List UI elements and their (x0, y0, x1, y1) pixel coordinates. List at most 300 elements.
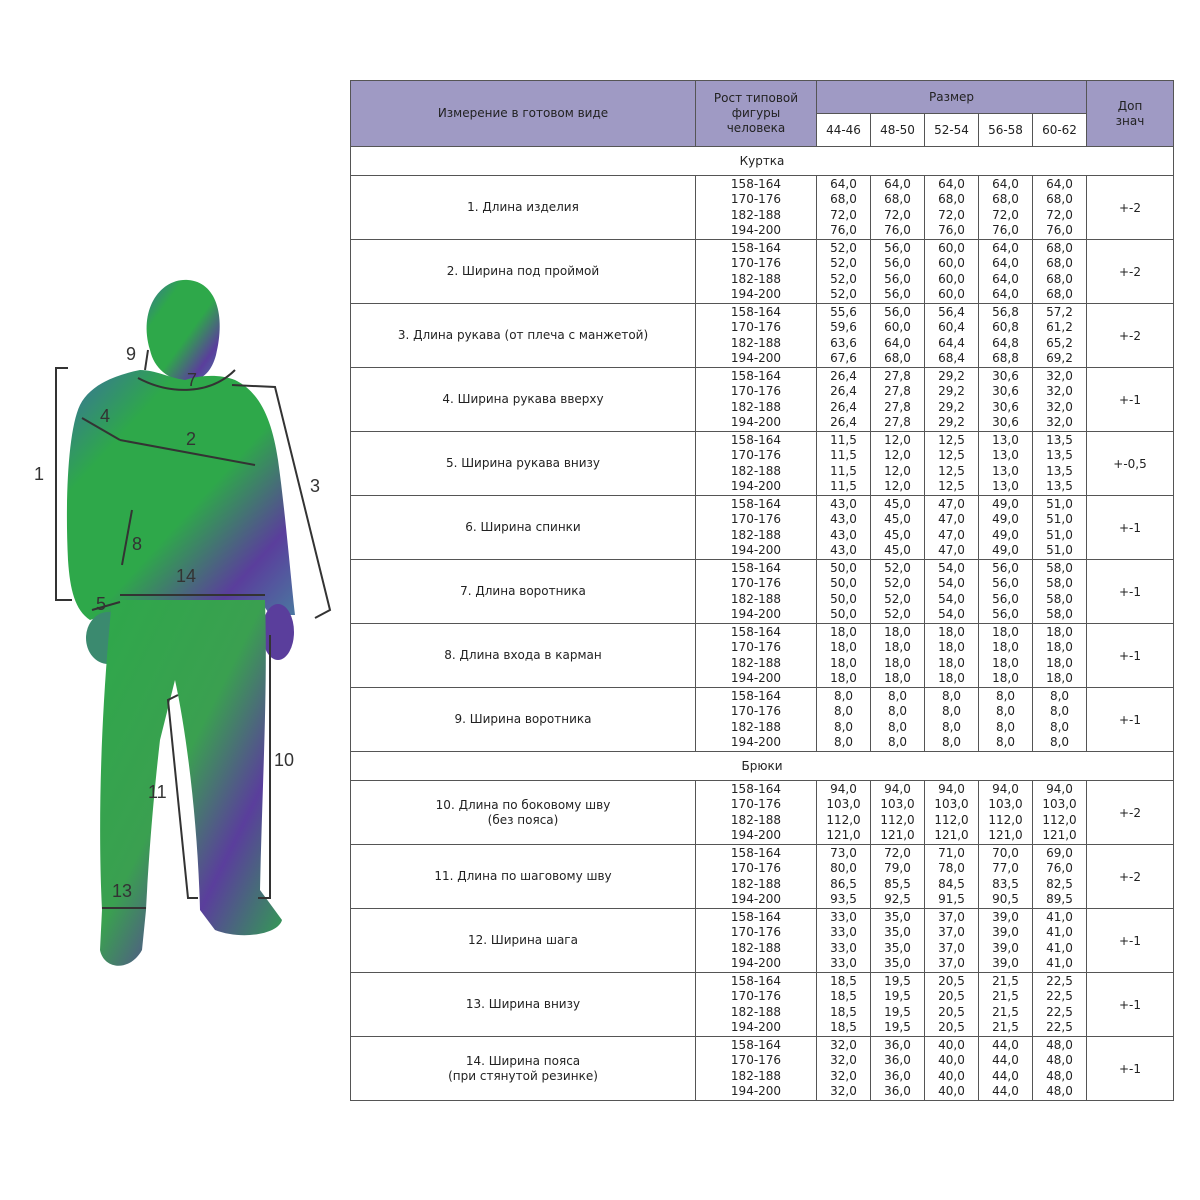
size-value: 85,5 (884, 876, 911, 891)
size-value: 8,0 (941, 689, 962, 704)
size-value: 72,0 (884, 207, 911, 222)
size-value: 60,0 (938, 271, 965, 286)
size-value: 84,5 (938, 876, 965, 891)
size-value-cell (817, 176, 871, 240)
size-value: 72,0 (938, 207, 965, 222)
size-value: 60,4 (938, 320, 965, 335)
size-value: 18,5 (830, 1019, 857, 1034)
size-value: 43,0 (830, 542, 857, 557)
tolerance-value: +-1 (1087, 560, 1174, 624)
size-value: 49,0 (992, 497, 1019, 512)
height-range-cell (696, 624, 817, 688)
size-value: 40,0 (938, 1053, 965, 1068)
height-range-cell (696, 496, 817, 560)
size-value: 68,8 (992, 350, 1019, 365)
size-value: 45,0 (884, 527, 911, 542)
size-value: 35,0 (884, 955, 911, 970)
height-range: 182-188 (730, 591, 782, 606)
size-value: 54,0 (938, 576, 965, 591)
size-value: 52,0 (884, 561, 911, 576)
size-value: 77,0 (992, 861, 1019, 876)
height-range: 182-188 (730, 1068, 782, 1083)
size-value: 67,6 (830, 350, 857, 365)
measure-label-note: (без пояса) (487, 812, 559, 827)
size-value-cell (817, 973, 871, 1037)
height-range: 182-188 (730, 399, 782, 414)
height-range: 194-200 (730, 542, 782, 557)
size-value: 68,0 (1046, 286, 1073, 301)
size-value: 32,0 (1046, 399, 1073, 414)
measure-label (351, 496, 696, 560)
size-value-cell (871, 240, 925, 304)
size-value: 68,0 (992, 192, 1019, 207)
size-value-cell (871, 176, 925, 240)
header-size: Размер (817, 81, 1087, 114)
size-value: 58,0 (1046, 591, 1073, 606)
size-value: 52,0 (884, 591, 911, 606)
size-value-cell (925, 240, 979, 304)
size-value: 19,5 (884, 974, 911, 989)
size-value: 30,6 (992, 414, 1019, 429)
size-value: 36,0 (884, 1053, 911, 1068)
size-value: 68,0 (884, 192, 911, 207)
size-value: 47,0 (938, 512, 965, 527)
size-value: 8,0 (887, 719, 908, 734)
size-value: 21,5 (992, 1019, 1019, 1034)
table-row (351, 304, 1174, 368)
size-value: 18,0 (830, 625, 857, 640)
height-range-cell (696, 368, 817, 432)
size-chart-table (350, 80, 1174, 1101)
size-value-cell (979, 909, 1033, 973)
height-range: 194-200 (730, 286, 782, 301)
size-value-cell (1033, 240, 1087, 304)
height-range: 194-200 (730, 606, 782, 621)
height-range: 170-176 (730, 640, 782, 655)
size-value: 19,5 (884, 1004, 911, 1019)
height-range: 182-188 (730, 335, 782, 350)
size-value: 76,0 (884, 222, 911, 237)
size-value: 13,5 (1046, 463, 1073, 478)
size-value: 12,5 (938, 463, 965, 478)
size-value: 82,5 (1046, 876, 1073, 891)
size-value-cell (925, 909, 979, 973)
figure-label-10: 10 (274, 750, 295, 770)
size-value: 21,5 (992, 1004, 1019, 1019)
size-value: 12,0 (884, 478, 911, 493)
size-value-cell (817, 688, 871, 752)
size-value: 30,6 (992, 399, 1019, 414)
size-value: 32,0 (830, 1038, 857, 1053)
height-range: 182-188 (730, 719, 782, 734)
size-value: 39,0 (992, 955, 1019, 970)
height-range: 158-164 (730, 177, 782, 192)
size-value: 64,0 (830, 177, 857, 192)
size-value-cell (817, 496, 871, 560)
size-value: 18,0 (830, 655, 857, 670)
height-range: 182-188 (730, 876, 782, 891)
size-value: 56,0 (884, 305, 911, 320)
size-value-cell (1033, 624, 1087, 688)
size-value: 32,0 (1046, 414, 1073, 429)
measure-label (351, 304, 696, 368)
size-value: 60,0 (938, 256, 965, 271)
size-value: 21,5 (992, 974, 1019, 989)
height-range-cell (696, 781, 817, 845)
size-value-cell (817, 845, 871, 909)
size-value: 27,8 (884, 399, 911, 414)
height-range: 194-200 (730, 827, 782, 842)
figure-label-9: 9 (126, 344, 137, 364)
measure-label-text: 12. Ширина шага (468, 933, 578, 947)
size-value: 60,8 (992, 320, 1019, 335)
size-value-cell (1033, 781, 1087, 845)
size-value: 68,0 (1046, 192, 1073, 207)
size-value: 94,0 (1046, 782, 1073, 797)
size-value-cell (979, 176, 1033, 240)
size-value-cell (925, 624, 979, 688)
size-value: 80,0 (830, 861, 857, 876)
size-value: 112,0 (1042, 812, 1077, 827)
size-value: 18,0 (884, 625, 911, 640)
size-value: 59,6 (830, 320, 857, 335)
tolerance-value: +-1 (1087, 688, 1174, 752)
size-value: 60,0 (938, 286, 965, 301)
size-value: 56,4 (938, 305, 965, 320)
size-value-cell (871, 496, 925, 560)
height-range: 170-176 (730, 925, 782, 940)
figure-label-3: 3 (310, 476, 321, 496)
size-value: 12,5 (938, 448, 965, 463)
section-title: Брюки (351, 752, 1174, 781)
height-range: 170-176 (730, 576, 782, 591)
size-value: 18,0 (992, 625, 1019, 640)
size-value: 70,0 (992, 846, 1019, 861)
size-value: 12,0 (884, 448, 911, 463)
table-row (351, 368, 1174, 432)
size-value: 18,5 (830, 1004, 857, 1019)
size-value: 8,0 (833, 719, 854, 734)
size-value: 18,0 (1046, 625, 1073, 640)
size-value: 22,5 (1046, 1019, 1073, 1034)
size-value: 121,0 (1042, 827, 1077, 842)
size-value: 60,0 (938, 241, 965, 256)
size-value: 33,0 (830, 925, 857, 940)
size-value-cell (817, 624, 871, 688)
size-col-header: 44-46 (817, 114, 871, 147)
section-title: Куртка (351, 147, 1174, 176)
size-value: 12,5 (938, 478, 965, 493)
size-value-cell (817, 368, 871, 432)
size-value: 50,0 (830, 576, 857, 591)
size-value: 27,8 (884, 369, 911, 384)
measure-label-text: 10. Длина по боковому шву (435, 797, 611, 812)
size-value: 13,0 (992, 478, 1019, 493)
size-value: 49,0 (992, 512, 1019, 527)
height-range: 194-200 (730, 734, 782, 749)
size-value-cell (871, 973, 925, 1037)
size-value: 39,0 (992, 910, 1019, 925)
size-value: 35,0 (884, 910, 911, 925)
size-value: 56,0 (884, 286, 911, 301)
figure-label-13: 13 (112, 881, 133, 901)
size-value: 112,0 (880, 812, 915, 827)
size-value: 13,0 (992, 433, 1019, 448)
size-value: 8,0 (833, 704, 854, 719)
size-value-cell (979, 432, 1033, 496)
size-value: 20,5 (938, 1019, 965, 1034)
size-value: 45,0 (884, 542, 911, 557)
measure-label-text: 13. Ширина внизу (465, 997, 581, 1011)
size-value-cell (925, 304, 979, 368)
tolerance-value: +-1 (1087, 496, 1174, 560)
size-value: 68,0 (1046, 241, 1073, 256)
height-range: 194-200 (730, 414, 782, 429)
size-value: 91,5 (938, 891, 965, 906)
height-range: 158-164 (730, 497, 782, 512)
measure-label (351, 560, 696, 624)
size-value-cell (1033, 368, 1087, 432)
figure-label-14: 14 (176, 566, 197, 586)
size-value-cell (979, 560, 1033, 624)
size-value: 27,8 (884, 384, 911, 399)
height-range-cell (696, 560, 817, 624)
size-value-cell (1033, 304, 1087, 368)
size-value: 51,0 (1046, 512, 1073, 527)
size-value: 32,0 (830, 1083, 857, 1098)
size-value: 89,5 (1046, 891, 1073, 906)
size-value: 13,5 (1046, 478, 1073, 493)
size-value-cell (925, 368, 979, 432)
size-value-cell (1033, 496, 1087, 560)
size-value: 64,0 (884, 335, 911, 350)
size-value: 76,0 (1046, 222, 1073, 237)
height-range: 194-200 (730, 222, 782, 237)
table-row (351, 240, 1174, 304)
size-value: 121,0 (826, 827, 861, 842)
measure-label (351, 909, 696, 973)
size-value: 12,0 (884, 433, 911, 448)
table-row (351, 781, 1174, 845)
size-value: 52,0 (830, 256, 857, 271)
size-value: 13,0 (992, 448, 1019, 463)
size-value: 36,0 (884, 1068, 911, 1083)
size-value-cell (979, 624, 1033, 688)
size-value: 37,0 (938, 940, 965, 955)
height-range: 158-164 (730, 910, 782, 925)
height-range: 170-176 (730, 192, 782, 207)
height-range: 158-164 (730, 625, 782, 640)
size-value-cell (1033, 432, 1087, 496)
figure-label-7: 7 (187, 370, 198, 390)
size-value-cell (871, 909, 925, 973)
height-range: 158-164 (730, 782, 782, 797)
size-col-header: 48-50 (871, 114, 925, 147)
table-row (351, 560, 1174, 624)
size-table-body (351, 147, 1174, 1101)
size-value: 61,2 (1046, 320, 1073, 335)
tolerance-value: +-2 (1087, 304, 1174, 368)
size-value-cell (979, 304, 1033, 368)
size-value: 68,0 (1046, 256, 1073, 271)
size-value: 8,0 (941, 734, 962, 749)
size-value: 30,6 (992, 369, 1019, 384)
size-value-cell (925, 496, 979, 560)
height-range: 170-176 (730, 512, 782, 527)
height-range: 182-188 (730, 655, 782, 670)
size-value: 94,0 (992, 782, 1019, 797)
tolerance-value: +-1 (1087, 909, 1174, 973)
height-range-cell (696, 1037, 817, 1101)
size-value: 18,0 (830, 670, 857, 685)
size-col-header: 52-54 (925, 114, 979, 147)
size-value: 64,0 (938, 177, 965, 192)
size-value: 94,0 (938, 782, 965, 797)
figure-label-1: 1 (34, 464, 45, 484)
size-value-cell (817, 240, 871, 304)
size-value: 56,0 (992, 561, 1019, 576)
height-range: 194-200 (730, 350, 782, 365)
size-value: 94,0 (830, 782, 857, 797)
table-row (351, 845, 1174, 909)
height-range-cell (696, 973, 817, 1037)
size-value: 8,0 (995, 734, 1016, 749)
size-value: 47,0 (938, 497, 965, 512)
size-value: 56,0 (884, 271, 911, 286)
size-value: 68,0 (938, 192, 965, 207)
size-value-cell (817, 909, 871, 973)
size-value: 18,0 (1046, 640, 1073, 655)
figure-legs (100, 600, 282, 966)
size-value: 41,0 (1046, 940, 1073, 955)
size-value: 48,0 (1046, 1053, 1073, 1068)
size-value: 18,0 (938, 640, 965, 655)
figure-label-5: 5 (96, 594, 107, 614)
height-range: 170-176 (730, 861, 782, 876)
size-value: 44,0 (992, 1083, 1019, 1098)
size-value: 41,0 (1046, 955, 1073, 970)
size-value: 103,0 (1042, 797, 1077, 812)
size-value: 22,5 (1046, 974, 1073, 989)
figure-head (147, 280, 220, 382)
size-value: 18,0 (884, 655, 911, 670)
size-value: 12,0 (884, 463, 911, 478)
size-value-cell (1033, 1037, 1087, 1101)
size-value: 18,0 (938, 670, 965, 685)
size-value: 58,0 (1046, 576, 1073, 591)
size-value: 18,5 (830, 974, 857, 989)
size-value: 58,0 (1046, 561, 1073, 576)
table-row (351, 688, 1174, 752)
size-value: 56,0 (884, 241, 911, 256)
size-value: 40,0 (938, 1083, 965, 1098)
size-value-cell (871, 845, 925, 909)
height-range: 158-164 (730, 305, 782, 320)
table-row (351, 973, 1174, 1037)
size-value: 54,0 (938, 591, 965, 606)
header-height: Рост типовой фигуры человека (696, 81, 817, 147)
table-row (351, 176, 1174, 240)
size-value: 19,5 (884, 1019, 911, 1034)
size-value: 33,0 (830, 955, 857, 970)
size-value: 8,0 (1049, 689, 1070, 704)
size-value: 103,0 (826, 797, 861, 812)
measure-label-text: 8. Длина входа в карман (444, 648, 602, 662)
measure-label (351, 368, 696, 432)
size-value-cell (1033, 560, 1087, 624)
size-value: 26,4 (830, 399, 857, 414)
size-value: 69,0 (1046, 846, 1073, 861)
body-measurement-figure (20, 270, 340, 980)
size-value: 76,0 (1046, 861, 1073, 876)
size-value: 43,0 (830, 497, 857, 512)
measure-label-text: 7. Длина воротника (460, 584, 586, 598)
size-value: 8,0 (941, 719, 962, 734)
size-value: 92,5 (884, 891, 911, 906)
size-value: 29,2 (938, 414, 965, 429)
size-value: 13,5 (1046, 433, 1073, 448)
size-value: 39,0 (992, 925, 1019, 940)
size-value: 32,0 (1046, 384, 1073, 399)
size-value: 27,8 (884, 414, 911, 429)
size-value: 50,0 (830, 591, 857, 606)
height-range: 158-164 (730, 689, 782, 704)
size-value: 64,0 (884, 177, 911, 192)
table-row (351, 1037, 1174, 1101)
size-value: 13,0 (992, 463, 1019, 478)
size-value: 8,0 (887, 704, 908, 719)
size-value: 103,0 (934, 797, 969, 812)
size-value: 8,0 (1049, 719, 1070, 734)
size-value: 48,0 (1046, 1038, 1073, 1053)
size-value: 56,0 (992, 576, 1019, 591)
size-col-header: 60-62 (1033, 114, 1087, 147)
size-value: 18,0 (938, 655, 965, 670)
size-value: 11,5 (830, 448, 857, 463)
height-range: 194-200 (730, 891, 782, 906)
size-value: 18,0 (884, 670, 911, 685)
height-range-cell (696, 304, 817, 368)
table-row (351, 496, 1174, 560)
size-value-cell (979, 1037, 1033, 1101)
tolerance-value: +-1 (1087, 624, 1174, 688)
size-value: 44,0 (992, 1068, 1019, 1083)
size-value: 64,0 (992, 241, 1019, 256)
height-range: 182-188 (730, 1004, 782, 1019)
measure-label-text: 6. Ширина спинки (465, 520, 581, 534)
size-value: 52,0 (830, 241, 857, 256)
tolerance-value: +-1 (1087, 1037, 1174, 1101)
size-col-header: 56-58 (979, 114, 1033, 147)
size-value: 51,0 (1046, 527, 1073, 542)
size-value: 12,5 (938, 433, 965, 448)
size-value: 63,6 (830, 335, 857, 350)
size-value: 33,0 (830, 940, 857, 955)
size-value-cell (871, 688, 925, 752)
size-value: 21,5 (992, 989, 1019, 1004)
size-value-cell (1033, 845, 1087, 909)
size-value-cell (1033, 176, 1087, 240)
size-value: 43,0 (830, 527, 857, 542)
measure-label (351, 432, 696, 496)
size-value: 8,0 (941, 704, 962, 719)
size-value-cell (979, 368, 1033, 432)
size-value: 33,0 (830, 910, 857, 925)
height-range: 194-200 (730, 670, 782, 685)
size-value: 86,5 (830, 876, 857, 891)
height-range: 194-200 (730, 955, 782, 970)
size-value: 8,0 (833, 734, 854, 749)
